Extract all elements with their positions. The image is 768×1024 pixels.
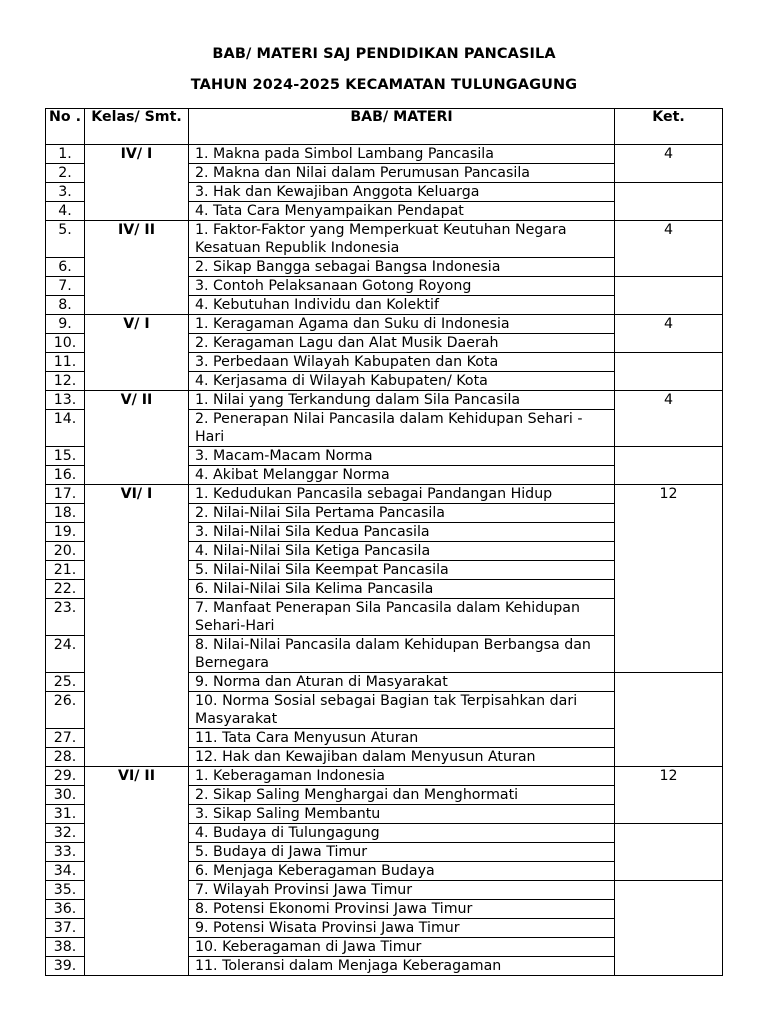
document-title: BAB/ MATERI SAJ PENDIDIKAN PANCASILA [212,46,556,62]
ket-cell: 12 [615,767,723,824]
materi-cell: 7. Manfaat Penerapan Sila Pancasila dalam Kehidupan Sehari-Hari [189,599,615,636]
row-number: 36. [46,900,85,919]
materi-cell: 1. Makna pada Simbol Lambang Pancasila [189,145,615,164]
row-number: 4. [46,202,85,221]
header-kelas: Kelas/ Smt. [85,109,189,145]
ket-cell [615,447,723,485]
materi-cell: 6. Nilai-Nilai Sila Kelima Pancasila [189,580,615,599]
row-number: 24. [46,636,85,673]
kelas-cell: VI/ I [85,485,189,767]
row-number: 16. [46,466,85,485]
row-number: 33. [46,843,85,862]
materi-cell: 7. Wilayah Provinsi Jawa Timur [189,881,615,900]
row-number: 32. [46,824,85,843]
materi-cell: 3. Perbedaan Wilayah Kabupaten dan Kota [189,353,615,372]
materi-cell: 8. Nilai-Nilai Pancasila dalam Kehidupan Berbangsa dan Bernegara [189,636,615,673]
materi-cell: 10. Keberagaman di Jawa Timur [189,938,615,957]
materi-cell: 6. Menjaga Keberagaman Budaya [189,862,615,881]
row-number: 39. [46,957,85,976]
kelas-cell: VI/ II [85,767,189,976]
row-number: 30. [46,786,85,805]
table-row [46,485,723,504]
row-number: 27. [46,729,85,748]
row-number: 20. [46,542,85,561]
materi-cell: 3. Hak dan Kewajiban Anggota Keluarga [189,183,615,202]
row-number: 37. [46,919,85,938]
row-number: 1. [46,145,85,164]
row-number: 34. [46,862,85,881]
materi-cell: 11. Toleransi dalam Menjaga Keberagaman [189,957,615,976]
row-number: 29. [46,767,85,786]
table-row [46,767,723,786]
row-number: 21. [46,561,85,580]
row-number: 11. [46,353,85,372]
row-number: 9. [46,315,85,334]
materi-cell: 1. Keragaman Agama dan Suku di Indonesia [189,315,615,334]
table-row [46,391,723,410]
row-number: 28. [46,748,85,767]
materi-cell: 8. Potensi Ekonomi Provinsi Jawa Timur [189,900,615,919]
materi-cell: 10. Norma Sosial sebagai Bagian tak Terpisahkan dari Masyarakat [189,692,615,729]
row-number: 35. [46,881,85,900]
ket-cell [615,881,723,976]
row-number: 12. [46,372,85,391]
row-number: 13. [46,391,85,410]
row-number: 19. [46,523,85,542]
materi-table [45,108,723,976]
table-row [46,145,723,164]
materi-cell: 2. Sikap Bangga sebagai Bangsa Indonesia [189,258,615,277]
materi-cell: 2. Keragaman Lagu dan Alat Musik Daerah [189,334,615,353]
ket-cell: 4 [615,315,723,353]
materi-cell: 1. Faktor-Faktor yang Memperkuat Keutuhan Negara Kesatuan Republik Indonesia [189,221,615,258]
document-subtitle: TAHUN 2024-2025 KECAMATAN TULUNGAGUNG [190,77,578,93]
materi-cell: 9. Norma dan Aturan di Masyarakat [189,673,615,692]
row-number: 3. [46,183,85,202]
row-number: 17. [46,485,85,504]
row-number: 5. [46,221,85,258]
table-header-row [46,109,723,145]
table-body [46,145,723,976]
materi-cell: 2. Sikap Saling Menghargai dan Menghormati [189,786,615,805]
row-number: 10. [46,334,85,353]
row-number: 15. [46,447,85,466]
ket-cell: 4 [615,391,723,447]
materi-cell: 3. Nilai-Nilai Sila Kedua Pancasila [189,523,615,542]
materi-cell: 11. Tata Cara Menyusun Aturan [189,729,615,748]
row-number: 38. [46,938,85,957]
ket-cell [615,824,723,881]
materi-cell: 4. Tata Cara Menyampaikan Pendapat [189,202,615,221]
row-number: 31. [46,805,85,824]
kelas-cell: V/ I [85,315,189,391]
materi-cell: 4. Kerjasama di Wilayah Kabupaten/ Kota [189,372,615,391]
ket-cell: 4 [615,145,723,183]
row-number: 26. [46,692,85,729]
kelas-cell: V/ II [85,391,189,485]
row-number: 14. [46,410,85,447]
ket-cell: 4 [615,221,723,277]
header-ket: Ket. [615,109,723,145]
materi-cell: 4. Akibat Melanggar Norma [189,466,615,485]
row-number: 18. [46,504,85,523]
materi-cell: 9. Potensi Wisata Provinsi Jawa Timur [189,919,615,938]
header-no: No . [46,109,85,145]
kelas-cell: IV/ II [85,221,189,315]
materi-cell: 5. Budaya di Jawa Timur [189,843,615,862]
materi-cell: 12. Hak dan Kewajiban dalam Menyusun Aturan [189,748,615,767]
row-number: 23. [46,599,85,636]
ket-cell [615,353,723,391]
materi-cell: 1. Kedudukan Pancasila sebagai Pandangan Hidup [189,485,615,504]
kelas-cell: IV/ I [85,145,189,221]
ket-cell: 12 [615,485,723,673]
materi-cell: 2. Nilai-Nilai Sila Pertama Pancasila [189,504,615,523]
materi-cell: 1. Keberagaman Indonesia [189,767,615,786]
ket-cell [615,673,723,767]
materi-cell: 3. Macam-Macam Norma [189,447,615,466]
materi-cell: 4. Budaya di Tulungagung [189,824,615,843]
materi-cell: 2. Makna dan Nilai dalam Perumusan Pancasila [189,164,615,183]
row-number: 7. [46,277,85,296]
materi-cell: 2. Penerapan Nilai Pancasila dalam Kehidupan Sehari - Hari [189,410,615,447]
row-number: 6. [46,258,85,277]
row-number: 25. [46,673,85,692]
header-materi: BAB/ MATERI [189,109,615,145]
materi-cell: 5. Nilai-Nilai Sila Keempat Pancasila [189,561,615,580]
materi-cell: 1. Nilai yang Terkandung dalam Sila Pancasila [189,391,615,410]
table-row [46,221,723,258]
table-row [46,315,723,334]
materi-cell: 3. Contoh Pelaksanaan Gotong Royong [189,277,615,296]
materi-cell: 4. Nilai-Nilai Sila Ketiga Pancasila [189,542,615,561]
materi-cell: 3. Sikap Saling Membantu [189,805,615,824]
ket-cell [615,277,723,315]
ket-cell [615,183,723,221]
materi-cell: 4. Kebutuhan Individu dan Kolektif [189,296,615,315]
row-number: 22. [46,580,85,599]
row-number: 2. [46,164,85,183]
row-number: 8. [46,296,85,315]
